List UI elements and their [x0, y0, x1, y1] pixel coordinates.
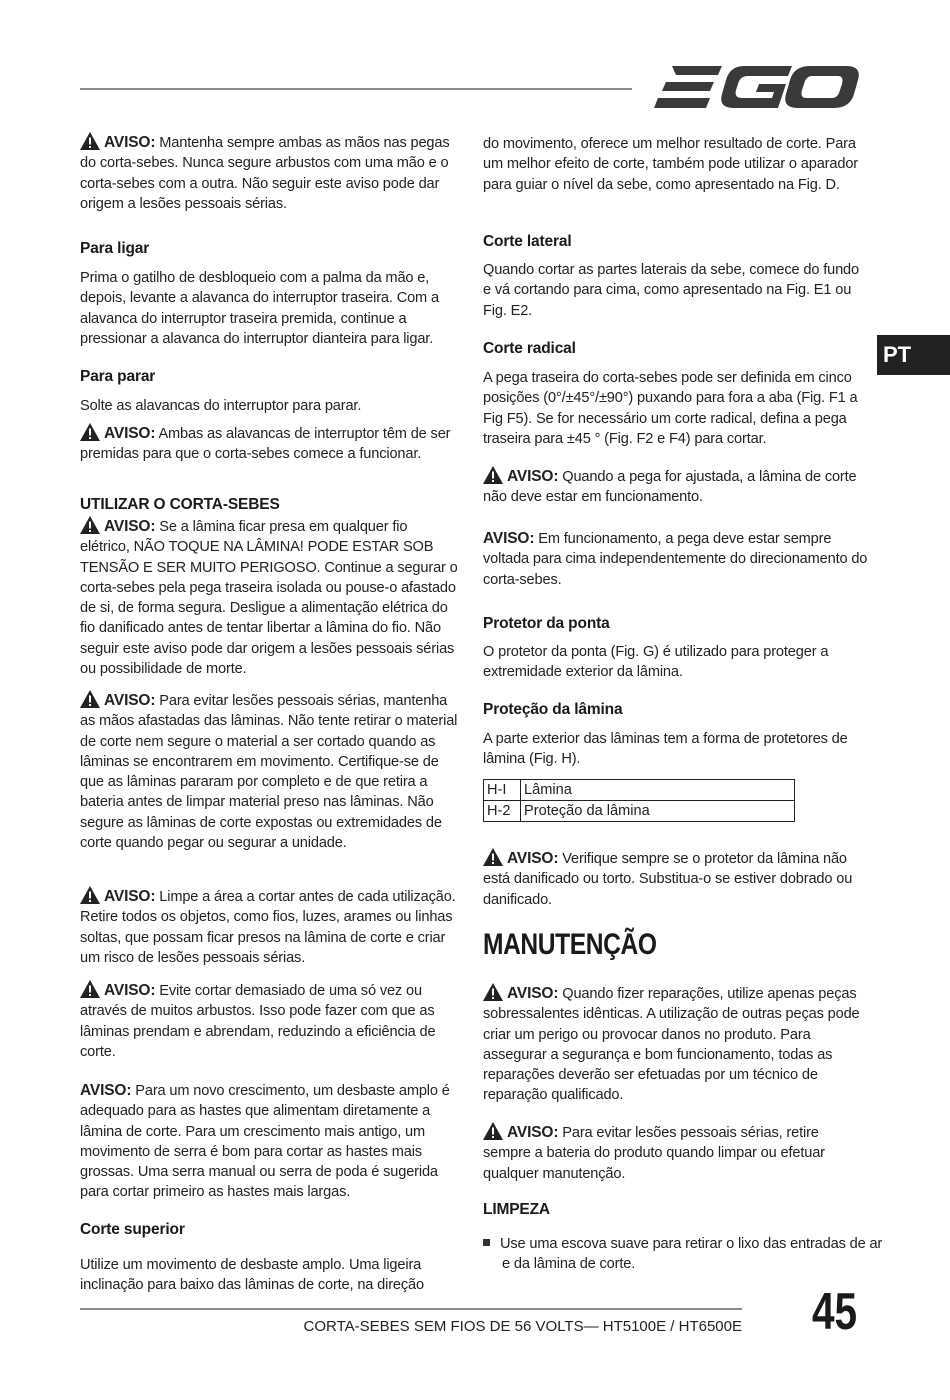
heading-corte-superior: Corte superior: [80, 1221, 185, 1238]
heading-corte-radical: Corte radical: [483, 340, 576, 357]
part-code: H-2: [484, 801, 521, 822]
warning-avoid-overcutting: AVISO: Evite cortar demasiado de uma só vez ou através de muitos arbustos. Isso pode fazer com que as lâminas prendam e abrendam, reduzindo a eficiência de corte.: [80, 982, 436, 1060]
list-item: Use uma escova suave para retirar o lixo das entradas de ar e da lâmina de corte.: [483, 1234, 887, 1275]
warning-icon: [483, 466, 503, 484]
table-row: [484, 780, 795, 801]
footer-rule: [80, 1308, 742, 1310]
warning-repairs: AVISO: Quando fizer reparações, utilize apenas peças sobressalentes idênticas. A utilização de outras peças pode criar um perigo ou provocar danos no produto. Para assegurar a segurança e bom funcionamento, todas as reparações deverão ser efetuadas por um técnico de reparação qualificado.: [483, 985, 860, 1104]
notice-growth: AVISO: Para um novo crescimento, um desbaste amplo é adequado para as hastes que alimentam diretamente a lâmina de corte. Para um crescimento mais antigo, um movimento de serra é bom para cortar as hastes mais grossas. Uma serra manual ou serra de poda é sugerida para cortar primeiro as hastes mais largas.: [80, 1082, 450, 1201]
corte-lateral-text: Quando cortar as partes laterais da sebe, comece do fundo e vá cortando para cima, como apresentado na Fig. E1 ou Fig. E2.: [483, 262, 859, 319]
bullet-square-icon: [483, 1239, 490, 1246]
warning-hands: AVISO: Mantenha sempre ambas as mãos nas pegas do corta-sebes. Nunca segure arbustos com uma mão e o corta-sebes com a outra. Não seguir este aviso pode dar origem a lesões pessoais sérias.: [80, 134, 450, 212]
protetor-ponta-text: O protetor da ponta (Fig. G) é utilizado para proteger a extremidade exterior da lâmina.: [483, 644, 829, 681]
warning-icon: [483, 983, 503, 1001]
heading-limpeza: LIMPEZA: [483, 1201, 550, 1218]
warning-icon: [80, 886, 100, 904]
ego-logo: [652, 64, 860, 110]
header-rule: [80, 88, 632, 90]
para-ligar-text: Prima o gatilho de desbloqueio com a palma da mão e, depois, levante a alavanca do interruptor traseira. Com a alavanca do interruptor traseira premida, continue a pressionar a alavanca do interruptor dianteira para ligar.: [80, 270, 439, 347]
protecao-lamina-text: A parte exterior das lâminas tem a forma de protetores de lâmina (Fig. H).: [483, 731, 848, 768]
language-tab: PT: [877, 335, 950, 375]
warning-icon: [80, 423, 100, 441]
warning-icon: [80, 516, 100, 534]
corte-superior-continued: do movimento, oferece um melhor resultado de corte. Para um melhor efeito de corte, também pode utilizar o aparador para guiar o nível da sebe, como apresentado na Fig. D.: [483, 136, 858, 193]
warning-both-levers: AVISO: Ambas as alavancas de interruptor têm de ser premidas para que o corta-sebes comece a funcionar.: [80, 425, 451, 463]
heading-para-ligar: Para ligar: [80, 240, 150, 257]
warning-icon: [80, 132, 100, 150]
part-code: H-I: [484, 780, 521, 801]
part-name: Proteção da lâmina: [521, 801, 795, 822]
page-number: 45: [812, 1283, 858, 1341]
warning-electric-wire: AVISO: Se a lâmina ficar presa em qualquer fio elétrico, NÃO TOQUE NA LÂMINA! PODE ESTAR SOB TENSÃO E SER MUITO PERIGOSO. Continue a segurar o corta-sebes pela pega traseira isolada ou pouse-o afastado de si, de forma segura. Desligue a alimentação elétrica do fio danificado antes de tentar libertar a lâmina do fio. Não seguir este aviso pode dar origem a lesões pessoais sérias ou possibilidade de morte.: [80, 518, 458, 678]
notice-handle-up: AVISO: Em funcionamento, a pega deve estar sempre voltada para cima independentemente do direcionamento do corta-sebes.: [483, 530, 868, 588]
heading-corte-lateral: Corte lateral: [483, 233, 572, 250]
corte-radical-text: A pega traseira do corta-sebes pode ser definida em cinco posições (0°/±45°/±90°) puxando para fora a aba (Fig. F1 a Fig F5). Se for necessário um corte radical, defina a pega traseira para ±45 ° (Fig. F2 e F4) para cortar.: [483, 370, 858, 447]
para-parar-text: Solte as alavancas do interruptor para parar.: [80, 398, 362, 414]
warning-clear-area: AVISO: Limpe a área a cortar antes de cada utilização. Retire todos os objetos, como fios, luzes, arames ou linhas soltas, que possam ficar presos na lâmina de corte e criar um risco de lesões pessoais sérias.: [80, 888, 456, 966]
table-row: [484, 801, 795, 822]
warning-check-guard: AVISO: Verifique sempre se o protetor da lâmina não está danificado ou torto. Substitua-o se estiver dobrado ou danificado.: [483, 850, 853, 908]
heading-protecao-lamina: Proteção da lâmina: [483, 701, 623, 718]
warning-keep-hands-away: AVISO: Para evitar lesões pessoais sérias, mantenha as mãos afastadas das lâminas. Não tente retirar o material de corte nem segure o material a ser cortado quando as lâminas se encontrarem em movimento. Certifique-se de que as lâminas pararam por completo e de que retira a bateria antes de limpar material preso nas lâminas. Não segure as lâminas de corte expostas ou extremidades de corte quando pegar ou segurar a unidade.: [80, 692, 458, 852]
heading-protetor-ponta: Protetor da ponta: [483, 615, 610, 632]
warning-icon: [483, 848, 503, 866]
warning-icon: [483, 1122, 503, 1140]
heading-manutencao: MANUTENÇÃO: [483, 928, 657, 961]
warning-icon: [80, 690, 100, 708]
footer-title: CORTA-SEBES SEM FIOS DE 56 VOLTS— HT5100E / HT6500E: [303, 1318, 742, 1335]
heading-utilizar: UTILIZAR O CORTA-SEBES: [80, 496, 280, 513]
warning-handle-adjust: AVISO: Quando a pega for ajustada, a lâmina de corte não deve estar em funcionamento.: [483, 468, 857, 506]
corte-superior-text: Utilize um movimento de desbaste amplo. Uma ligeira inclinação para baixo das lâminas de corte, na direção: [80, 1257, 424, 1294]
part-name: Lâmina: [521, 780, 795, 801]
warning-remove-battery: AVISO: Para evitar lesões pessoais sérias, retire sempre a bateria do produto quando limpar ou efetuar qualquer manutenção.: [483, 1124, 825, 1182]
parts-table: [483, 779, 795, 822]
warning-icon: [80, 980, 100, 998]
heading-para-parar: Para parar: [80, 368, 156, 385]
